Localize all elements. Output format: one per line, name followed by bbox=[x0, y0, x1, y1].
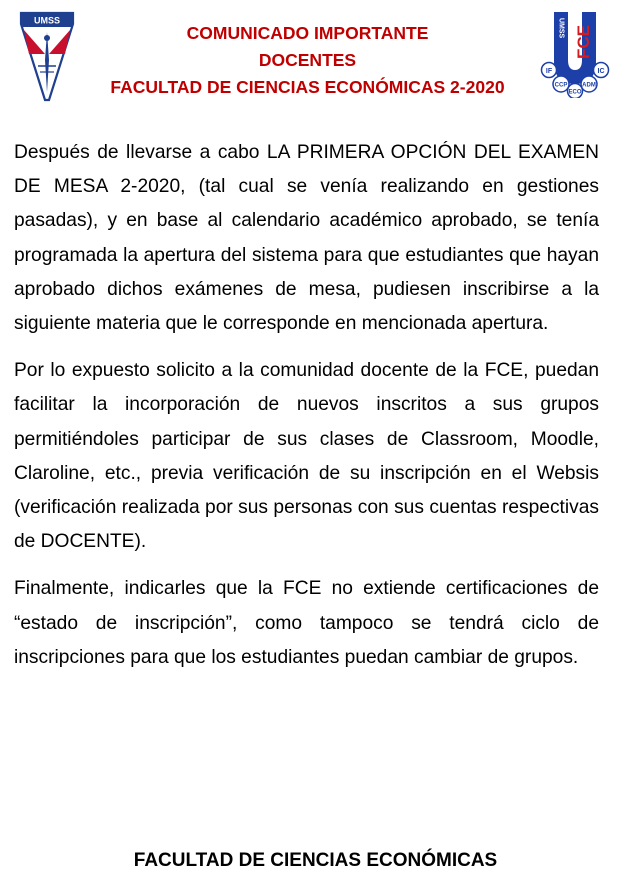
umss-logo bbox=[18, 10, 76, 106]
title-line-3: FACULTAD DE CIENCIAS ECONÓMICAS 2-2020 bbox=[110, 77, 505, 97]
paragraph-3: Finalmente, indicarles que la FCE no extiende certificaciones de “estado de inscripción”, como tampoco se tendrá ciclo de inscripciones para que los estudiantes puedan cambiar de grupos. bbox=[14, 578, 599, 668]
fce-circle-ic: IC bbox=[597, 68, 605, 75]
paragraph-2: Por lo expuesto solicito a la comunidad docente de la FCE, puedan facilitar la incorporación de nuevos inscritos a sus grupos permitiéndoles participar de sus clases de Classroom, Moodle, Claroline, etc., previa verificación de su inscripción en el Websis (verificación realizada por sus personas con sus cuentas respectivas de DOCENTE). bbox=[14, 360, 599, 553]
announcement-title bbox=[80, 20, 535, 101]
paragraph-1: Después de llevarse a cabo LA PRIMERA OPCIÓN DEL EXAMEN DE MESA 2-2020, (tal cual se venía realizando en gestiones pasadas), y en base al calendario académico aprobado, se tenía programada la apertura del sistema para que estudiantes que hayan aprobado dichos exámenes de mesa, pudiesen inscribirse a la siguiente materia que le corresponde en mencionada apertura. bbox=[14, 142, 599, 335]
document-header bbox=[0, 0, 631, 112]
fce-circle-eco: ECO bbox=[568, 89, 582, 96]
title-line-2: DOCENTES bbox=[258, 50, 357, 70]
fce-logo-main-text: FCE bbox=[574, 25, 593, 59]
fce-faculty-logo-icon bbox=[540, 8, 610, 98]
announcement-body bbox=[14, 136, 599, 688]
umss-logo-text: UMSS bbox=[33, 15, 61, 26]
signature-line: FACULTAD DE CIENCIAS ECONÓMICAS bbox=[133, 850, 498, 871]
fce-circle-ccp: CCP bbox=[554, 82, 568, 89]
fce-circle-adm: ADM bbox=[582, 82, 596, 89]
fce-logo-vertical-text: UMSS bbox=[557, 18, 565, 39]
fce-logo bbox=[540, 8, 610, 98]
fce-circle-if: IF bbox=[545, 68, 553, 75]
title-line-1: COMUNICADO IMPORTANTE bbox=[186, 23, 429, 43]
umss-shield-logo-icon bbox=[18, 10, 76, 106]
